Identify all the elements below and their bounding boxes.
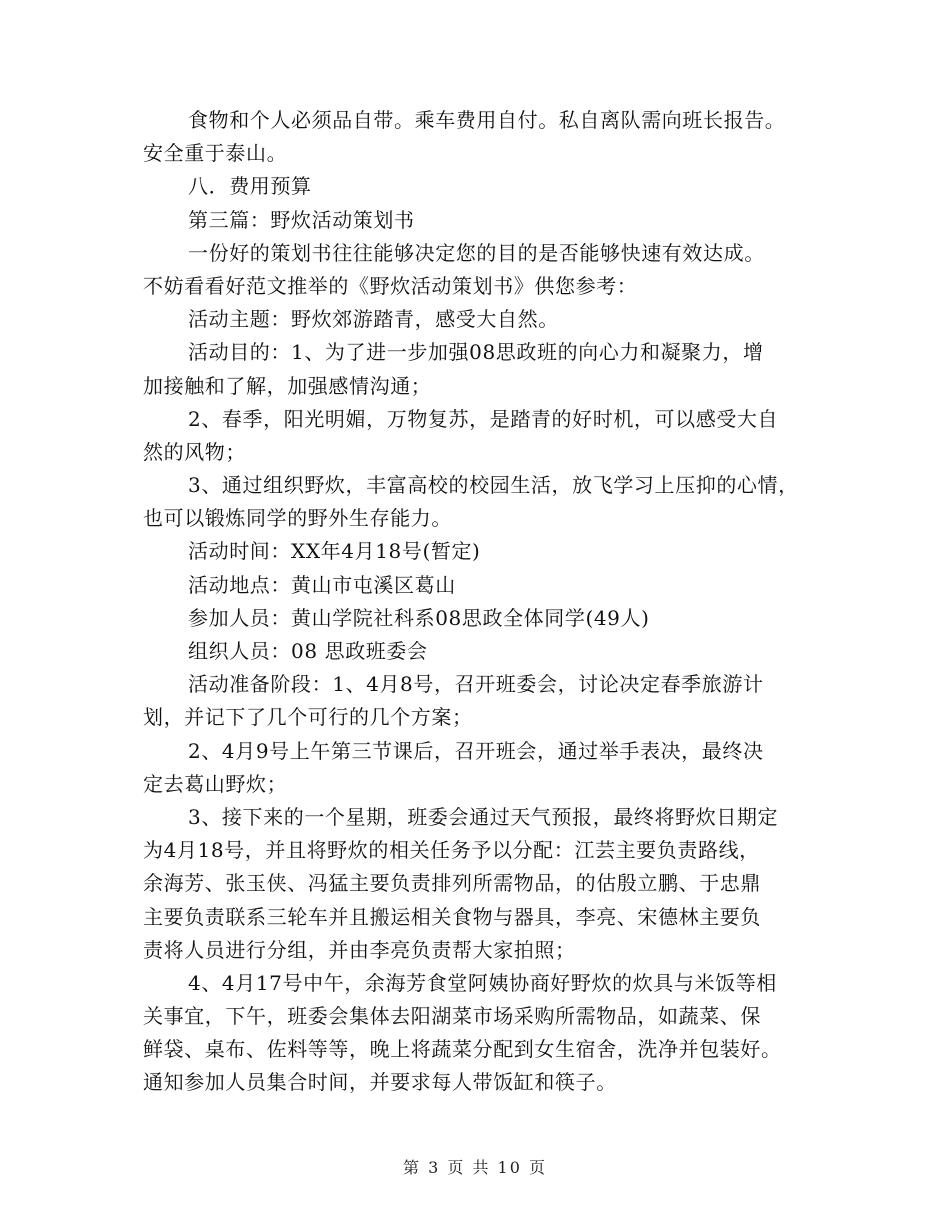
- text-line: 不妨看看好范文推举的《野炊活动策划书》供您参考：: [143, 273, 638, 298]
- text-line: 一份好的策划书往往能够决定您的目的是否能够快速有效达成。: [188, 240, 765, 265]
- page-number-footer: 第 3 页 共 10 页: [403, 1158, 547, 1177]
- text-line: 安全重于泰山。: [143, 141, 288, 166]
- text-line: 活动目的：1、为了进一步加强08思政班的向心力和凝聚力，增: [188, 340, 764, 365]
- text-line: 活动时间：XX年4月18号(暂定): [188, 539, 481, 564]
- text-line: 4、4月17号中午，余海芳食堂阿姨协商好野炊的炊具与米饭等相: [188, 970, 777, 995]
- text-line: 划，并记下了几个可行的几个方案；: [143, 705, 473, 730]
- text-line: 第三篇：野炊活动策划书: [188, 207, 415, 232]
- text-line: 主要负责联系三轮车并且搬运相关食物与器具，李亮、宋德林主要负: [143, 904, 761, 929]
- text-line: 参加人员：黄山学院社科系08思政全体同学(49人): [188, 605, 650, 630]
- text-line: 关事宜，下午，班委会集体去阳湖菜市场采购所需物品，如蔬菜、保: [143, 1004, 761, 1029]
- text-line: 然的风物；: [143, 439, 246, 464]
- text-line: 加接触和了解，加强感情沟通；: [143, 373, 432, 398]
- text-line: 活动主题：野炊郊游踏青，感受大自然。: [188, 307, 559, 332]
- text-line: 组织人员：08 思政班委会: [188, 639, 428, 663]
- text-line: 鲜袋、桌布、佐料等等，晚上将蔬菜分配到女生宿舍，洗净并包装好。: [143, 1037, 782, 1062]
- document-body: [143, 104, 823, 1100]
- text-line: 余海芳、张玉侠、冯猛主要负责排列所需物品，的估殷立鹏、于忠鼎: [143, 871, 761, 896]
- text-line: 3、通过组织野炊，丰富高校的校园生活，放飞学习上压抑的心情，: [188, 473, 799, 498]
- text-line: 活动准备阶段：1、4月8号，召开班委会，讨论决定春季旅游计: [188, 672, 764, 697]
- text-line: 2、春季，阳光明媚，万物复苏，是踏青的好时机，可以感受大自: [188, 406, 779, 431]
- text-line: 通知参加人员集合时间，并要求每人带饭缸和筷子。: [143, 1070, 617, 1095]
- text-line: 3、接下来的一个星期，班委会通过天气预报，最终将野炊日期定: [188, 804, 779, 829]
- text-line: 责将人员进行分组，并由李亮负责帮大家拍照；: [143, 937, 576, 962]
- text-line: 定去葛山野炊；: [143, 771, 288, 796]
- text-line: 八．费用预算: [188, 174, 312, 199]
- text-line: 为4月18号，并且将野炊的相关任务予以分配：江芸主要负责路线，: [143, 838, 760, 863]
- text-line: 食物和个人必须品自带。乘车费用自付。私自离队需向班长报告。: [188, 108, 786, 132]
- text-line: 2、4月9号上午第三节课后，召开班会，通过举手表决，最终决: [188, 738, 764, 763]
- text-line: 也可以锻炼同学的野外生存能力。: [143, 506, 452, 531]
- text-line: 活动地点：黄山市屯溪区葛山: [188, 572, 456, 597]
